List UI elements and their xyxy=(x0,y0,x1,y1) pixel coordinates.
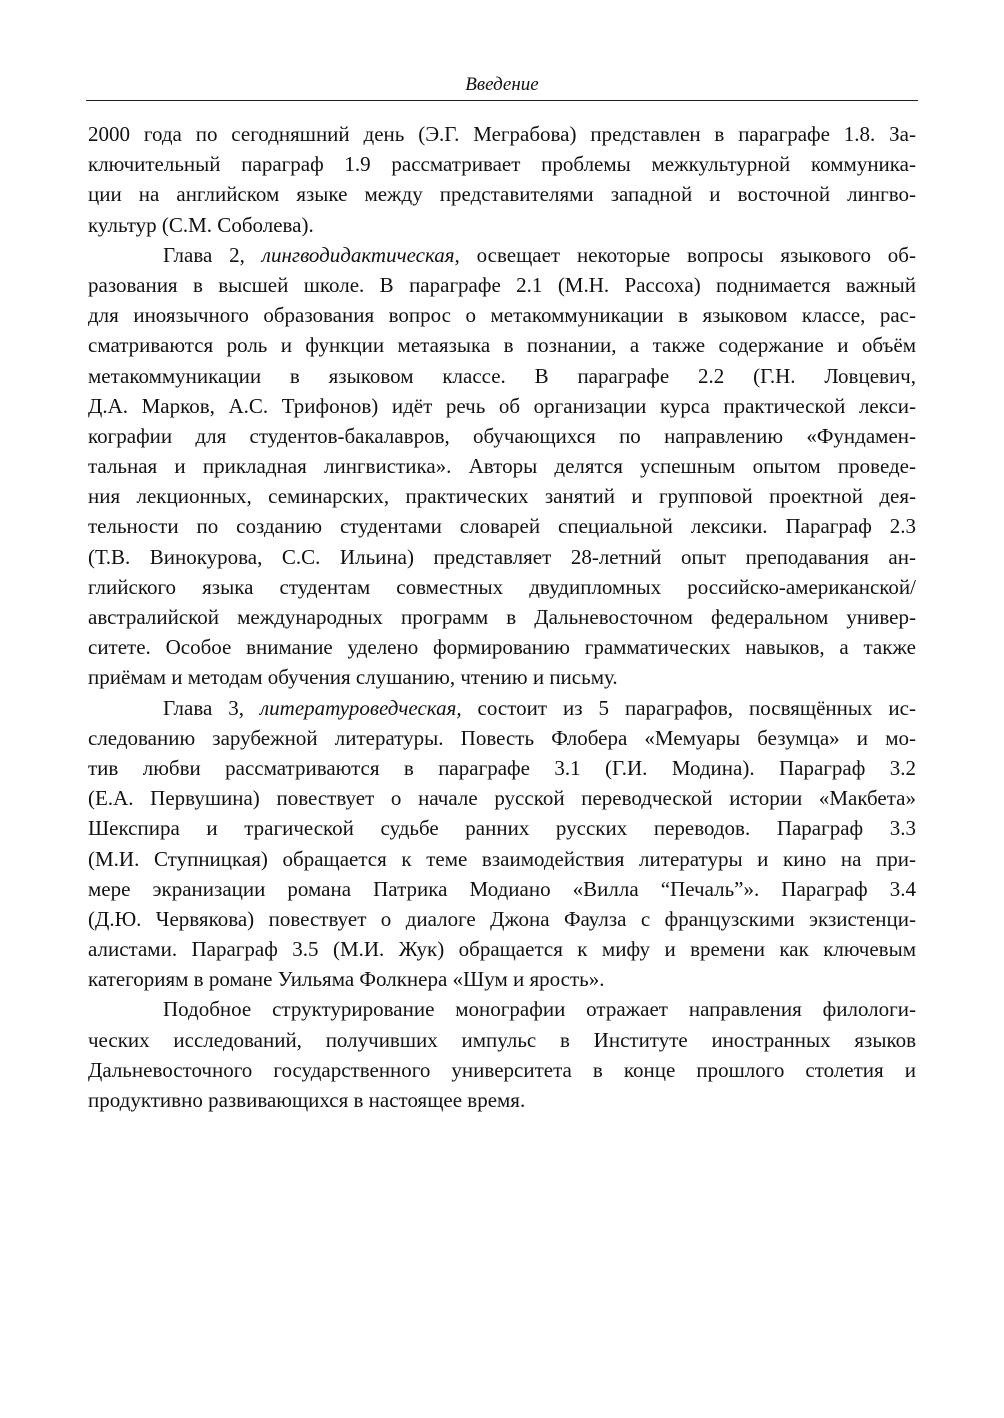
running-header: Введение xyxy=(465,74,539,95)
text-line: (Т.В. Винокурова, С.С. Ильина) представляет 28-летний опыт преподавания ан- xyxy=(88,544,916,569)
text-line: глийского языка студентам совместных двудипломных российско-американской/ xyxy=(88,574,916,599)
paragraph xyxy=(88,693,916,995)
text-line: (Д.Ю. Червякова) повествует о диалоге Джона Фаулза с французскими экзистенци- xyxy=(88,906,916,931)
text-line: австралийской международных программ в Дальневосточном федеральном универ- xyxy=(88,605,916,629)
text-line: (Е.А. Первушина) повествует о начале русской переводческой истории «Макбета» xyxy=(88,786,916,811)
text-line: (М.И. Ступницкая) обращается к теме взаимодействия литературы и кино на при- xyxy=(88,846,916,871)
text-line: Подобное структурирование монографии отражает направления филологи- xyxy=(163,997,916,1022)
text-line: тив любви рассматриваются в параграфе 3.1 (Г.И. Модина). Параграф 3.2 xyxy=(88,755,916,780)
text-line: метакоммуникации в языковом классе. В параграфе 2.2 (Г.Н. Ловцевич, xyxy=(88,363,916,388)
text-line: алистами. Параграф 3.5 (М.И. Жук) обращается к мифу и времени как ключевым xyxy=(88,937,916,962)
text-line: ции на английском языке между представителями западной и восточной лингво- xyxy=(88,182,916,207)
text-line: ния лекционных, семинарских, практических занятий и групповой проектной дея- xyxy=(88,484,916,509)
text-line: тальная и прикладная лингвистика». Авторы делятся успешным опытом проведе- xyxy=(88,454,916,479)
text-line: разования в высшей школе. В параграфе 2.1 (М.Н. Рассоха) поднимается важный xyxy=(88,272,916,297)
text-line: 2000 года по сегодняшний день (Э.Г. Меграбова) представлен в параграфе 1.8. За- xyxy=(88,122,916,146)
text-line: Шекспира и трагической судьбе ранних русских переводов. Параграф 3.3 xyxy=(88,816,916,841)
text-line: ситете. Особое внимание уделено формированию грамматических навыков, а также xyxy=(88,635,916,660)
text-line: тельности по созданию студентами словарей специальной лексики. Параграф 2.3 xyxy=(88,514,916,539)
emphasis-text: литературоведческая, xyxy=(260,695,462,720)
text-line: продуктивно развивающихся в настоящее время. xyxy=(88,1088,526,1112)
paragraph xyxy=(88,240,916,693)
paragraph xyxy=(88,119,916,240)
text-line: ключительный параграф 1.9 рассматривает проблемы межкультурной коммуника- xyxy=(88,152,916,177)
text-line: Дальневосточного государственного университета в конце прошлого столетия и xyxy=(88,1057,916,1082)
text-line: сматриваются роль и функции метаязыка в познании, а также содержание и объём xyxy=(88,333,916,358)
text-line: следованию зарубежной литературы. Повесть Флобера «Мемуары безумца» и мо- xyxy=(88,725,916,750)
text-line: Глава 3, литературоведческая, состоит из 5 параграфов, посвящённых ис- xyxy=(163,695,916,720)
text-line: мере экранизации романа Патрика Модиано «Вилла “Печаль”». Параграф 3.4 xyxy=(88,876,916,901)
text-line: категориям в романе Уильяма Фолкнера «Шум и ярость». xyxy=(88,967,605,992)
emphasis-text: лингводидактическая, xyxy=(261,242,460,267)
text-line: приёмам и методам обучения слушанию, чтению и письму. xyxy=(88,665,618,690)
header-rule xyxy=(86,100,918,101)
text-line: Д.А. Марков, А.С. Трифонов) идёт речь об организации курса практической лекси- xyxy=(88,393,916,418)
body-text xyxy=(88,119,916,1115)
text-line: кографии для студентов-бакалавров, обучающихся по направлению «Фундамен- xyxy=(88,423,916,448)
paragraph xyxy=(88,994,916,1115)
text-line: культур (С.М. Соболева). xyxy=(88,212,314,237)
text-line: Глава 2, лингводидактическая, освещает некоторые вопросы языкового об- xyxy=(163,242,916,267)
text-line: ческих исследований, получивших импульс в Институте иностранных языков xyxy=(88,1027,916,1052)
text-line: для иноязычного образования вопрос о метакоммуникации в языковом классе, рас- xyxy=(88,303,916,328)
